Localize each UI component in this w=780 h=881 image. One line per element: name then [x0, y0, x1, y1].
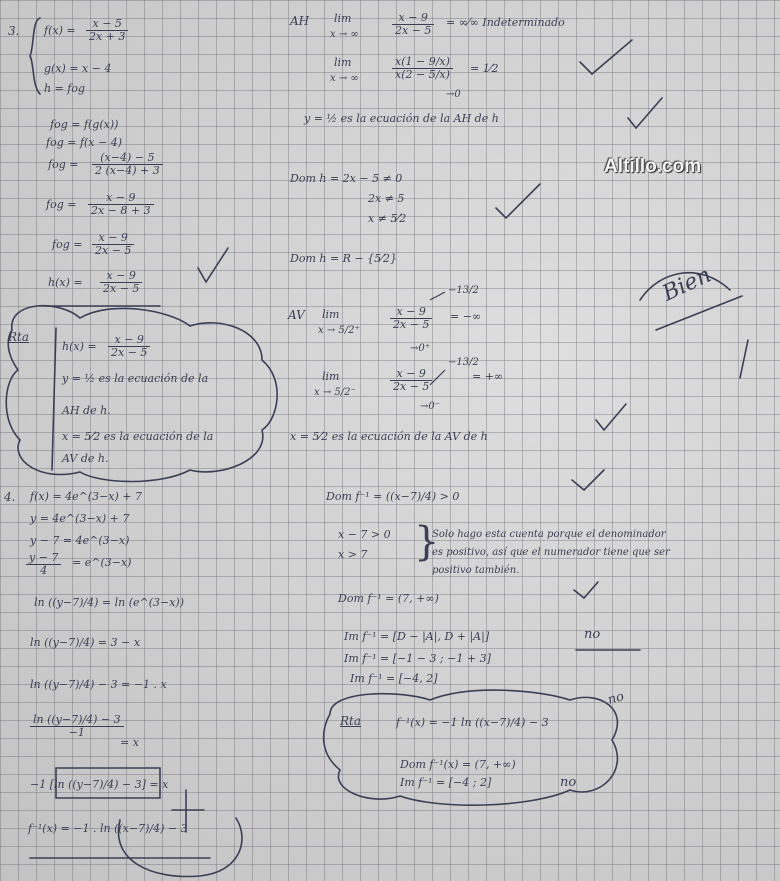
av-lim-sub-1: x → 5/2⁺: [318, 325, 360, 336]
av-lim: lim: [322, 308, 340, 321]
ah-indeterminate: = ∞⁄∞ Indeterminado: [446, 16, 565, 29]
ex4-answer-note-2: no: [560, 775, 577, 790]
checkmark: [198, 248, 228, 282]
composition-step-1: fog = f(g(x)): [50, 118, 119, 131]
ex4-line-1: f(x) = 4e^(3−x) + 7: [30, 490, 143, 503]
ex4-line-3: y − 7 = 4e^(3−x): [30, 534, 130, 547]
watermark: Altillo.com: [604, 156, 702, 177]
ex4-line-5: ln ((y−7)/4) = ln (e^(3−x)): [34, 596, 185, 609]
composition-result-fraction: $\frac{x - 9}{2x - 5}$: [100, 270, 142, 295]
av-bottom-2: →0⁻: [420, 401, 441, 412]
av-top-1: −13/2: [448, 285, 479, 296]
ex4-line-2: y = 4e^(3−x) + 7: [30, 512, 130, 525]
ah-result: = 1⁄2: [470, 62, 499, 75]
checkmark: [496, 184, 540, 218]
checkmark: [628, 98, 662, 128]
av-result-1: = −∞: [450, 310, 482, 323]
composition-step-3-fraction: $\frac{(x-4) - 5}{2 (x-4) + 3}$: [92, 152, 163, 177]
ex4-note-3: positivo también.: [432, 565, 520, 576]
av-conclusion: x = 5⁄2 es la ecuación de la AV de h: [290, 430, 488, 443]
av-bottom-1: →0⁺: [410, 343, 431, 354]
answer-label: Rta: [8, 330, 30, 344]
ah-lim-2-sub: x → ∞: [330, 73, 359, 84]
ex4-im-1: Im f⁻¹ = [D − |A|, D + |A|]: [344, 630, 490, 643]
f-fraction: $\frac{x - 5}{2x + 3}$: [86, 18, 128, 43]
checkmark: [572, 470, 604, 490]
dom-result: Dom h = R − {5⁄2}: [290, 252, 397, 265]
dom-line-2: 2x ≠ 5: [368, 192, 405, 205]
ex4-im-3: Im f⁻¹ = [−4, 2]: [350, 672, 438, 685]
ex4-answer-im: Im f⁻¹ = [−4 ; 2]: [400, 776, 492, 789]
ex4-note-1: Solo hago esta cuenta porque el denominador: [432, 529, 666, 540]
av-label: AV: [288, 308, 305, 322]
ex4-line-8-fraction: $\frac{\ln ((y-7)/4) - 3}{-1}$: [30, 714, 124, 739]
answer-brace-line: [52, 328, 56, 470]
ah-lim-2: lim: [334, 56, 352, 69]
av-result-2: = +∞: [472, 370, 504, 383]
ex4-dom: Dom f⁻¹ = ((x−7)/4) > 0: [326, 490, 460, 503]
composition-step-3: fog =: [48, 158, 79, 171]
ex4-note-2: es positivo, así que el numerador tiene que ser: [432, 547, 670, 558]
ex4-line-7: ln ((y−7)/4) − 3 = −1 . x: [30, 678, 167, 691]
dom-line-1: Dom h = 2x − 5 ≠ 0: [290, 172, 403, 185]
dom-line-3: x ≠ 5⁄2: [368, 212, 407, 225]
ah-label: AH: [290, 14, 310, 28]
system-brace: [30, 18, 40, 94]
ex4-answer-inverse: f⁻¹(x) = −1 ln ((x−7)/4) − 3: [396, 716, 549, 729]
checkmark: [580, 40, 632, 74]
ex4-answer-note: no: [606, 689, 626, 708]
g-definition: g(x) = x − 4: [44, 62, 112, 75]
answer-ah-line-2: AH de h.: [62, 404, 111, 417]
ex4-line-8-rhs: = x: [120, 736, 139, 749]
ex4-im-note: no: [584, 627, 601, 642]
ex4-line-4-rhs: = e^(3−x): [72, 556, 132, 569]
ex4-answer-dom: Dom f⁻¹(x) = (7, +∞): [400, 758, 516, 771]
checkmark: [574, 582, 598, 598]
answer-h-fraction: $\frac{x - 9}{2x - 5}$: [108, 334, 150, 359]
h-definition: h = fog: [44, 82, 86, 95]
answer-h: h(x) =: [62, 340, 97, 353]
composition-step-4: fog =: [46, 198, 77, 211]
answer-av-line-2: AV de h.: [62, 452, 109, 465]
ex4-line-4-fraction: $\frac{y - 7}{4}$: [26, 552, 61, 577]
ex4-cond-1: x − 7 > 0: [338, 528, 391, 541]
ex4-line-6: ln ((y−7)/4) = 3 − x: [30, 636, 141, 649]
ah-lim: lim: [334, 12, 352, 25]
ah-fraction-2: $\frac{x(1 - 9/x)}{x(2 - 5/x)}$: [392, 56, 453, 81]
f-definition: f(x) =: [44, 24, 76, 37]
ex4-im-2: Im f⁻¹ = [−1 − 3 ; −1 + 3]: [344, 652, 491, 665]
ah-lim-sub: x → ∞: [330, 29, 359, 40]
note-brace: }: [414, 519, 440, 565]
ah-tends-zero: →0: [446, 89, 461, 100]
ex4-dom-result: Dom f⁻¹ = (7, +∞): [338, 592, 439, 605]
ex4-inverse-result: f⁻¹(x) = −1 . ln ((x−7)/4) − 3: [28, 822, 188, 835]
checkmark: [596, 404, 626, 430]
ex4-cond-2: x > 7: [338, 548, 368, 561]
answer-ah-line: y = ½ es la ecuación de la: [62, 372, 209, 385]
ah-conclusion: y = ½ es la ecuación de la AH de h: [304, 112, 499, 125]
av-top-2: −13/2: [448, 357, 479, 368]
ex4-line-9: −1 [ln ((y−7)/4) − 3] = x: [30, 778, 169, 791]
composition-step-2: fog = f(x − 4): [46, 136, 123, 149]
ah-fraction: $\frac{x - 9}{2x - 5}$: [392, 12, 434, 37]
ex4-answer-label: Rta: [340, 714, 362, 728]
av-lim-2: lim: [322, 370, 340, 383]
composition-step-4-fraction: $\frac{x - 9}{2x - 8 + 3}$: [88, 192, 154, 217]
exercise-number: 3.: [8, 24, 20, 38]
answer-av-line: x = 5⁄2 es la ecuación de la: [62, 430, 214, 443]
av-fraction-2: $\frac{x - 9}{2x - 5}$: [390, 368, 432, 393]
av-fraction-1: $\frac{x - 9}{2x - 5}$: [390, 306, 432, 331]
margin-note: Bien: [658, 262, 716, 307]
exercise-4-number: 4.: [4, 490, 16, 504]
av-lim-sub-2: x → 5/2⁻: [314, 387, 356, 398]
composition-result: h(x) =: [48, 276, 83, 289]
composition-step-5-fraction: $\frac{x - 9}{2x - 5}$: [92, 232, 134, 257]
composition-step-5: fog =: [52, 238, 83, 251]
